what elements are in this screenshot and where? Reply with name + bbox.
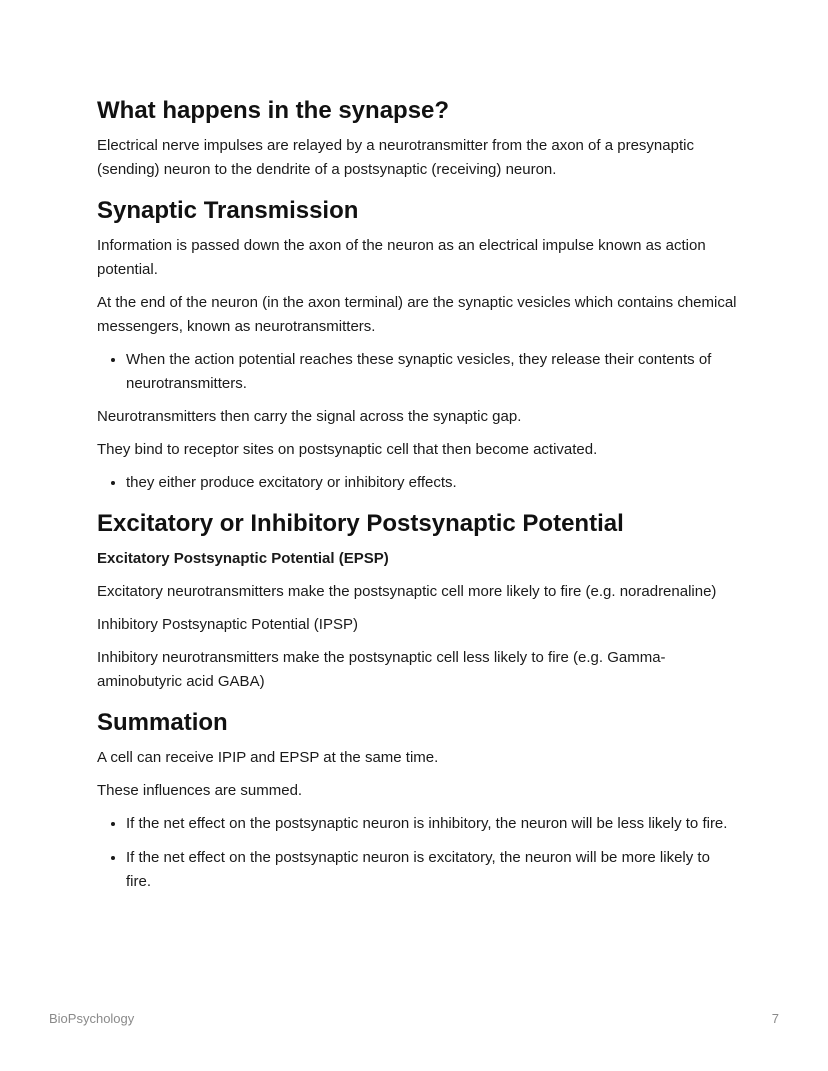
page-number: 7: [771, 1011, 779, 1026]
paragraph: A cell can receive IPIP and EPSP at the same time.: [97, 749, 439, 766]
paragraph: Excitatory neurotransmitters make the postsynaptic cell more likely to fire (e.g. noradrenaline): [97, 583, 717, 600]
heading-synapse: What happens in the synapse?: [97, 97, 450, 124]
bullet-list: [97, 348, 737, 396]
paragraph: At the end of the neuron (in the axon terminal) are the synaptic vesicles which contains chemical messengers, known as neurotransmitters.: [97, 294, 737, 335]
page-content: [97, 94, 737, 903]
paragraph: Information is passed down the axon of the neuron as an electrical impulse known as action potential.: [97, 237, 706, 278]
paragraph: Inhibitory Postsynaptic Potential (IPSP): [97, 616, 358, 633]
paragraph: They bind to receptor sites on postsynaptic cell that then become activated.: [97, 441, 598, 458]
list-item: • If the net effect on the postsynaptic neuron is excitatory, the neuron will be more likely to fire.: [126, 846, 737, 894]
paragraph: Neurotransmitters then carry the signal across the synaptic gap.: [97, 408, 522, 425]
heading-synaptic-transmission: Synaptic Transmission: [97, 197, 359, 224]
list-item: • If the net effect on the postsynaptic neuron is inhibitory, the neuron will be less likely to fire.: [126, 812, 737, 836]
paragraph: Electrical nerve impulses are relayed by a neurotransmitter from the axon of a presynaptic (sending) neuron to the dendrite of a postsynaptic (receiving) neuron.: [97, 137, 694, 178]
footer-title: BioPsychology: [49, 1011, 135, 1026]
heading-postsynaptic-potential: Excitatory or Inhibitory Postsynaptic Potential: [97, 510, 624, 537]
heading-summation: Summation: [97, 709, 228, 736]
list-item: • they either produce excitatory or inhibitory effects.: [126, 471, 737, 495]
list-item: • When the action potential reaches these synaptic vesicles, they release their contents of neurotransmitters.: [126, 348, 737, 396]
bullet-list: [97, 471, 737, 495]
paragraph: Inhibitory neurotransmitters make the postsynaptic cell less likely to fire (e.g. Gamma-aminobutyric acid GABA): [97, 649, 666, 690]
subheading-epsp: Excitatory Postsynaptic Potential (EPSP): [97, 550, 389, 567]
paragraph: These influences are summed.: [97, 782, 303, 799]
bullet-list: [97, 812, 737, 894]
